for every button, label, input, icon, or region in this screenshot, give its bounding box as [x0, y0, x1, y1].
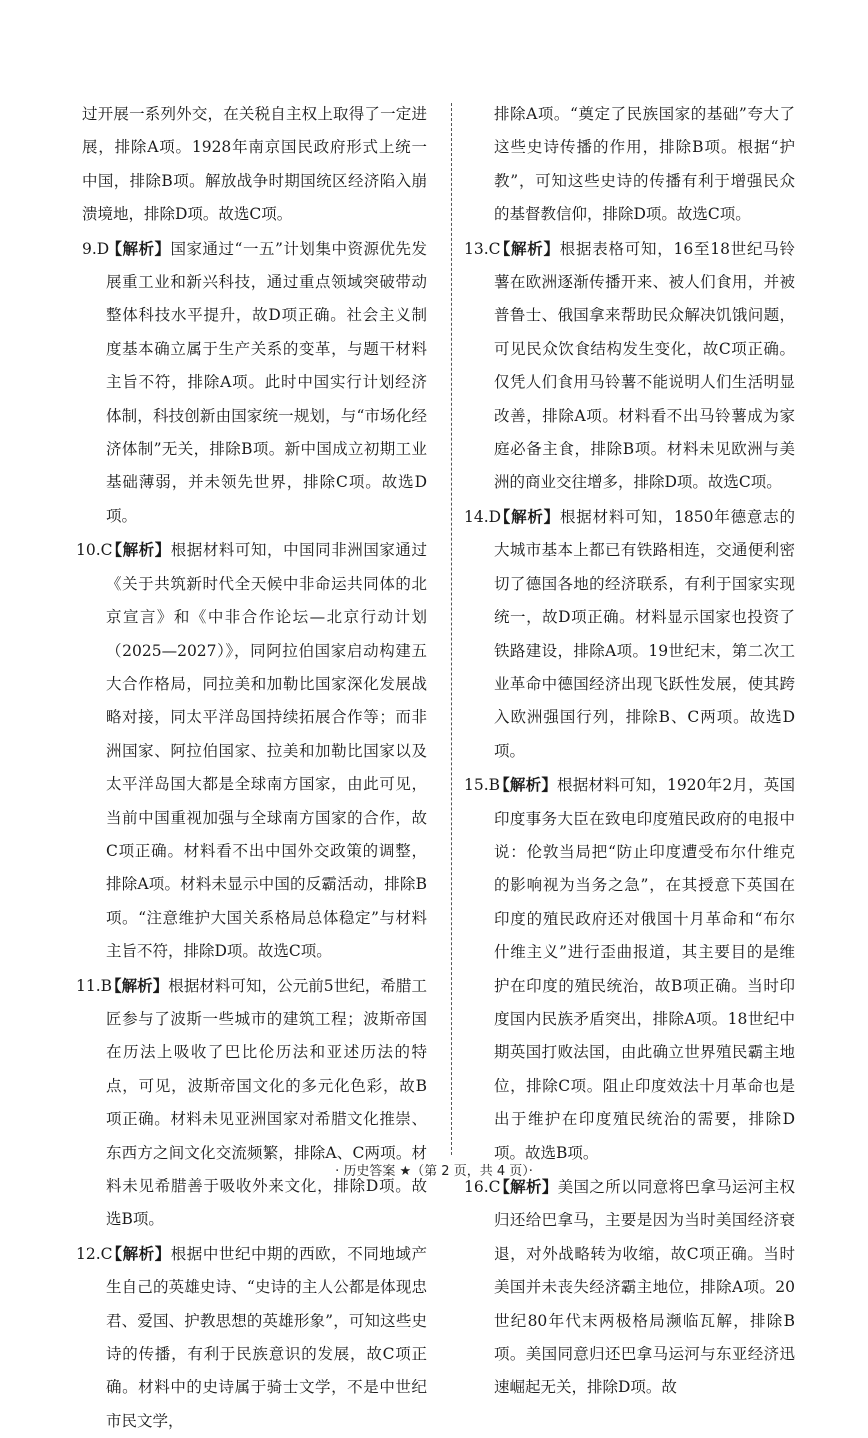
- analysis-tag: 【解析】: [494, 506, 560, 526]
- analysis-tag: 【解析】: [106, 975, 169, 995]
- column-divider: [451, 103, 452, 1155]
- answer-item-14: [464, 500, 795, 768]
- analysis-tag: 【解析】: [106, 540, 171, 560]
- item-number: 16.C: [464, 1178, 501, 1196]
- analysis-tag: 【解析】: [106, 238, 171, 258]
- page-footer: · 历史答案 ★（第 2 页，共 4 页）·: [335, 1164, 533, 1179]
- analysis-text: 根据表格可知，16至18世纪马铃薯在欧洲逐渐传播开来、被人们食用，并被普鲁士、俄国拿来帮助民众解决饥饿问题，可见民众饮食结构发生变化，故C项正确。仅凭人们食用马铃薯不能说明人们生活明显改善，排除A项。材料看不出马铃薯成为家庭必备主食，排除B项。材料未见欧洲与美洲的商业交往增多，排除D项。故选C项。: [494, 239, 795, 492]
- right-intro-paragraph: 排除A项。“奠定了民族国家的基础”夸大了这些史诗传播的作用，排除B项。根据“护教”，可知这些史诗的传播有利于增强民众的基督教信仰，排除D项。故选C项。: [494, 105, 795, 224]
- analysis-text: 根据材料可知，公元前5世纪，希腊工匠参与了波斯一些城市的建筑工程；波斯帝国在历法上吸收了巴比伦历法和亚述历法的特点，可见，波斯帝国文化的多元化色彩，故B项正确。材料未见亚洲国家对希腊文化推崇、东西方之间文化交流频繁，排除A、C两项。材料未见希腊善于吸收外来文化，排除D项。故选B项。: [106, 976, 427, 1229]
- analysis-text: 国家通过“一五”计划集中资源优先发展重工业和新兴科技，通过重点领域突破带动整体科技水平提升，故D项正确。社会主义制度基本确立属于生产关系的变革，与题干材料主旨不符，排除A项。此时中国实行计划经济体制，科技创新由国家统一规划，与“市场化经济体制”无关，排除B项。新中国成立初期工业基础薄弱，并未领先世界，排除C项。故选D项。: [106, 239, 427, 525]
- analysis-text: 美国之所以同意将巴拿马运河主权归还给巴拿马，主要是因为当时美国经济衰退，对外战略转为收缩，故C项正确。当时美国并未丧失经济霸主地位，排除A项。20世纪80年代末两极格局濒临瓦解，排除B项。美国同意归还巴拿马运河与东亚经济迅速崛起无关，排除D项。故: [494, 1178, 795, 1397]
- analysis-text: 根据材料可知，中国同非洲国家通过《关于共筑新时代全天候中非命运共同体的北京宣言》和《中非合作论坛—北京行动计划（2025—2027）》，同阿拉伯国家启动构建五大合作格局，同拉美和加勒比国家深化发展战略对接，同太平洋岛国持续拓展合作等；而非洲国家、阿拉伯国家、拉美和加勒比国家以及太平洋岛国大都是全球南方国家，由此可见，当前中国重视加强与全球南方国家的合作，故C项正确。材料看不出中国外交政策的调整，排除A项。材料未显示中国的反霸活动，排除B项。“注意维护大国关系格局总体稳定”与材料主旨不符，排除D项。故选C项。: [106, 541, 427, 961]
- analysis-tag: 【解析】: [494, 1177, 558, 1196]
- item-number: 12.C: [76, 1244, 113, 1263]
- analysis-text: 根据中世纪中期的西欧，不同地域产生自己的英雄史诗、“史诗的主人公都是体现忠君、爱国、护教思想的英雄形象”，可知这些史诗的传播，有利于民族意识的发展，故C项正确。材料中的史诗属于骑士文学，不是中世纪市民文学，: [106, 1244, 427, 1430]
- left-intro-paragraph: 过开展一系列外交，在关税自主权上取得了一定进展，排除A项。1928年南京国民政府形式上统一中国，排除B项。解放战争时期国统区经济陷入崩溃境地，排除D项。故选C项。: [82, 105, 427, 224]
- analysis-tag: 【解析】: [494, 775, 558, 795]
- item-number: 15.B: [464, 776, 501, 795]
- item-number: 14.D: [464, 507, 502, 526]
- analysis-text: 根据材料可知，1850年德意志的大城市基本上都已有铁路相连，交通便利密切了德国各地的经济联系，有利于国家实现统一，故D项正确。材料显示国家也投资了铁路建设，排除A项。19世纪末，第二次工业革命中德国经济出现飞跃性发展，使其跨入欧洲强国行列，排除B、C两项。故选D项。: [494, 507, 795, 760]
- analysis-text: 根据材料可知，1920年2月，英国印度事务大臣在致电印度殖民政府的电报中说：伦敦当局把“防止印度遭受布尔什维克的影响视为当务之急”，在其授意下英国在印度的殖民政府还对俄国十月革命和“布尔什维主义”进行歪曲报道，其主要目的是维护在印度的殖民统治，故B项正确。当时印度国内民族矛盾突出，排除A项。18世纪中期英国打败法国，由此确立世界殖民霸主地位，排除C项。阻止印度效法十月革命也是出于维护在印度殖民统治的需要，排除D项。故选B项。: [494, 776, 795, 1162]
- answer-item-9: [82, 232, 427, 534]
- answer-item-11: [76, 969, 427, 1237]
- item-number: 9.D: [82, 239, 110, 258]
- item-number: 10.C: [76, 541, 113, 560]
- analysis-tag: 【解析】: [494, 238, 560, 258]
- item-number: 11.B: [76, 976, 113, 995]
- left-column: [76, 98, 427, 1438]
- analysis-tag: 【解析】: [106, 1243, 171, 1263]
- answer-item-10: [76, 533, 427, 968]
- answer-item-15: [464, 768, 795, 1170]
- answer-item-13: [464, 232, 795, 500]
- answer-item-12: [76, 1237, 427, 1438]
- answer-item-16: [464, 1170, 795, 1405]
- right-column: [464, 98, 795, 1405]
- item-number: 13.C: [464, 239, 501, 258]
